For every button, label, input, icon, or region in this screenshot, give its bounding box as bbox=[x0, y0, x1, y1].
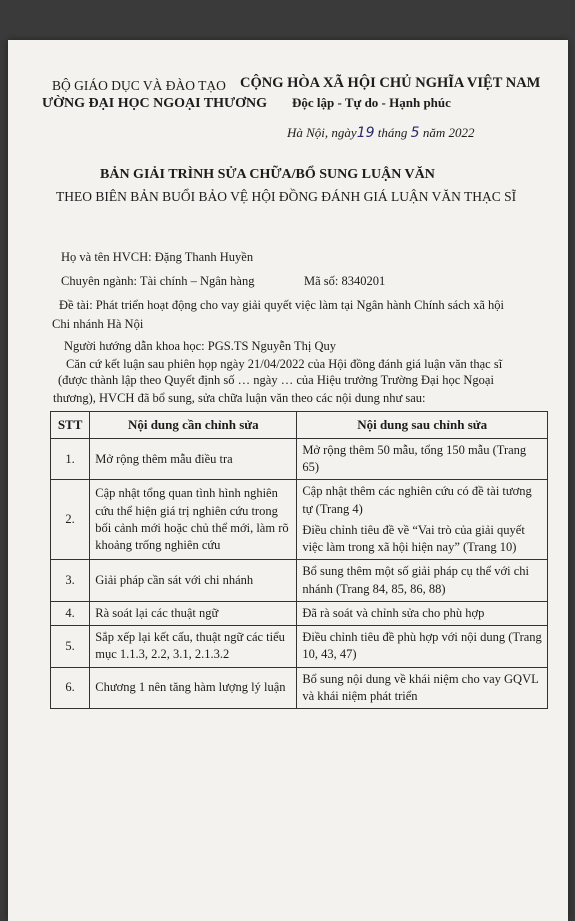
row-required: Sắp xếp lại kết cấu, thuật ngữ các tiểu mục 1.1.3, 2.2, 3.1, 2.1.3.2 bbox=[90, 626, 297, 668]
table-row bbox=[51, 667, 548, 709]
row-stt: 3. bbox=[51, 560, 90, 602]
row-required: Mở rộng thêm mẫu điều tra bbox=[90, 438, 297, 480]
result-text: Điều chỉnh tiêu đề phù hợp với nội dung (Trang 10, 43, 47) bbox=[302, 630, 542, 662]
result-text: Điều chỉnh tiêu đề về “Vai trò của giải quyết việc làm trong xã hội hiện nay” (Trang 10) bbox=[302, 522, 525, 555]
date-prefix: Hà Nội, ngày bbox=[287, 125, 357, 140]
result-text: Cập nhật thêm các nghiên cứu có đề tài tương tự (Trang 4) bbox=[302, 484, 532, 516]
result-text: Đã rà soát và chỉnh sửa cho phù hợp bbox=[302, 605, 485, 620]
document-title: BẢN GIẢI TRÌNH SỬA CHỮA/BỔ SUNG LUẬN VĂN bbox=[100, 167, 435, 182]
date-year: năm 2022 bbox=[422, 125, 475, 140]
table-row bbox=[51, 601, 548, 625]
national-motto: Độc lập - Tự do - Hạnh phúc bbox=[292, 95, 451, 110]
university-name: ƯỜNG ĐẠI HỌC NGOẠI THƯƠNG bbox=[42, 96, 268, 111]
basis-line-3: thương), HVCH đã bổ sung, sửa chữa luận văn theo các nội dung như sau: bbox=[53, 391, 426, 405]
date-month-label: tháng bbox=[377, 125, 408, 140]
table-row bbox=[51, 480, 548, 560]
revision-table bbox=[50, 411, 548, 709]
ministry-name: BỘ GIÁO DỤC VÀ ĐÀO TẠO bbox=[52, 78, 226, 93]
table-row bbox=[51, 438, 548, 480]
header-required: Nội dung cần chỉnh sửa bbox=[90, 412, 297, 439]
date-month: 5 bbox=[410, 125, 420, 141]
row-result bbox=[297, 667, 548, 709]
major: Chuyên ngành: Tài chính – Ngân hàng bbox=[61, 274, 255, 288]
row-stt: 6. bbox=[51, 667, 90, 709]
header-stt: STT bbox=[51, 412, 90, 439]
result-text: Bổ sung thêm một số giải pháp cụ thể với chi nhánh (Trang 84, 85, 86, 88) bbox=[302, 564, 530, 596]
row-result bbox=[297, 438, 548, 480]
row-required: Giải pháp cần sát với chi nhánh bbox=[90, 560, 297, 602]
row-stt: 5. bbox=[51, 626, 90, 668]
document-page bbox=[8, 40, 568, 921]
row-stt: 1. bbox=[51, 438, 90, 480]
table-row bbox=[51, 560, 548, 602]
document-subtitle: THEO BIÊN BẢN BUỔI BẢO VỆ HỘI ĐỒNG ĐÁNH GIÁ LUẬN VĂN THẠC SĨ bbox=[56, 189, 517, 204]
row-required: Chương 1 nên tăng hàm lượng lý luận bbox=[90, 667, 297, 709]
header-result: Nội dung sau chỉnh sửa bbox=[297, 412, 548, 439]
row-required: Cập nhật tổng quan tình hình nghiên cứu thể hiện giá trị nghiên cứu trong bối cảnh mới hoặc chủ thể mới, làm rõ khoảng trống nghiên cứu bbox=[90, 480, 297, 560]
result-text: Bổ sung nội dung về khái niệm cho vay GQVL và khái niệm phát triển bbox=[302, 671, 539, 703]
topic-line-1: Đề tài: Phát triển hoạt động cho vay giải quyết việc làm tại Ngân hành Chính sách xã hội bbox=[59, 298, 505, 312]
row-result bbox=[297, 626, 548, 668]
row-result bbox=[297, 480, 548, 560]
row-stt: 2. bbox=[51, 480, 90, 560]
advisor: Người hướng dẫn khoa học: PGS.TS Nguyễn Thị Quy bbox=[64, 339, 337, 353]
row-result bbox=[297, 560, 548, 602]
student-name: Họ và tên HVCH: Đặng Thanh Huyền bbox=[61, 250, 254, 264]
basis-line-1: Căn cứ kết luận sau phiên họp ngày 21/04/2022 của Hội đồng đánh giá luận văn thạc sĩ bbox=[66, 357, 503, 371]
row-result bbox=[297, 601, 548, 625]
document-date bbox=[287, 125, 474, 141]
row-stt: 4. bbox=[51, 601, 90, 625]
basis-line-2: (được thành lập theo Quyết định số … ngày … của Hiệu trưởng Trường Đại học Ngoại bbox=[58, 373, 494, 387]
major-code: Mã số: 8340201 bbox=[304, 274, 386, 288]
topic-line-2: Chi nhánh Hà Nội bbox=[52, 317, 144, 331]
date-day: 19 bbox=[356, 125, 375, 141]
national-title: CỘNG HÒA XÃ HỘI CHỦ NGHĨA VIỆT NAM bbox=[240, 75, 541, 91]
table-header-row bbox=[51, 412, 548, 439]
table-row bbox=[51, 626, 548, 668]
result-text: Mở rộng thêm 50 mẫu, tổng 150 mẫu (Trang 65) bbox=[302, 442, 527, 475]
row-required: Rà soát lại các thuật ngữ bbox=[90, 601, 297, 625]
